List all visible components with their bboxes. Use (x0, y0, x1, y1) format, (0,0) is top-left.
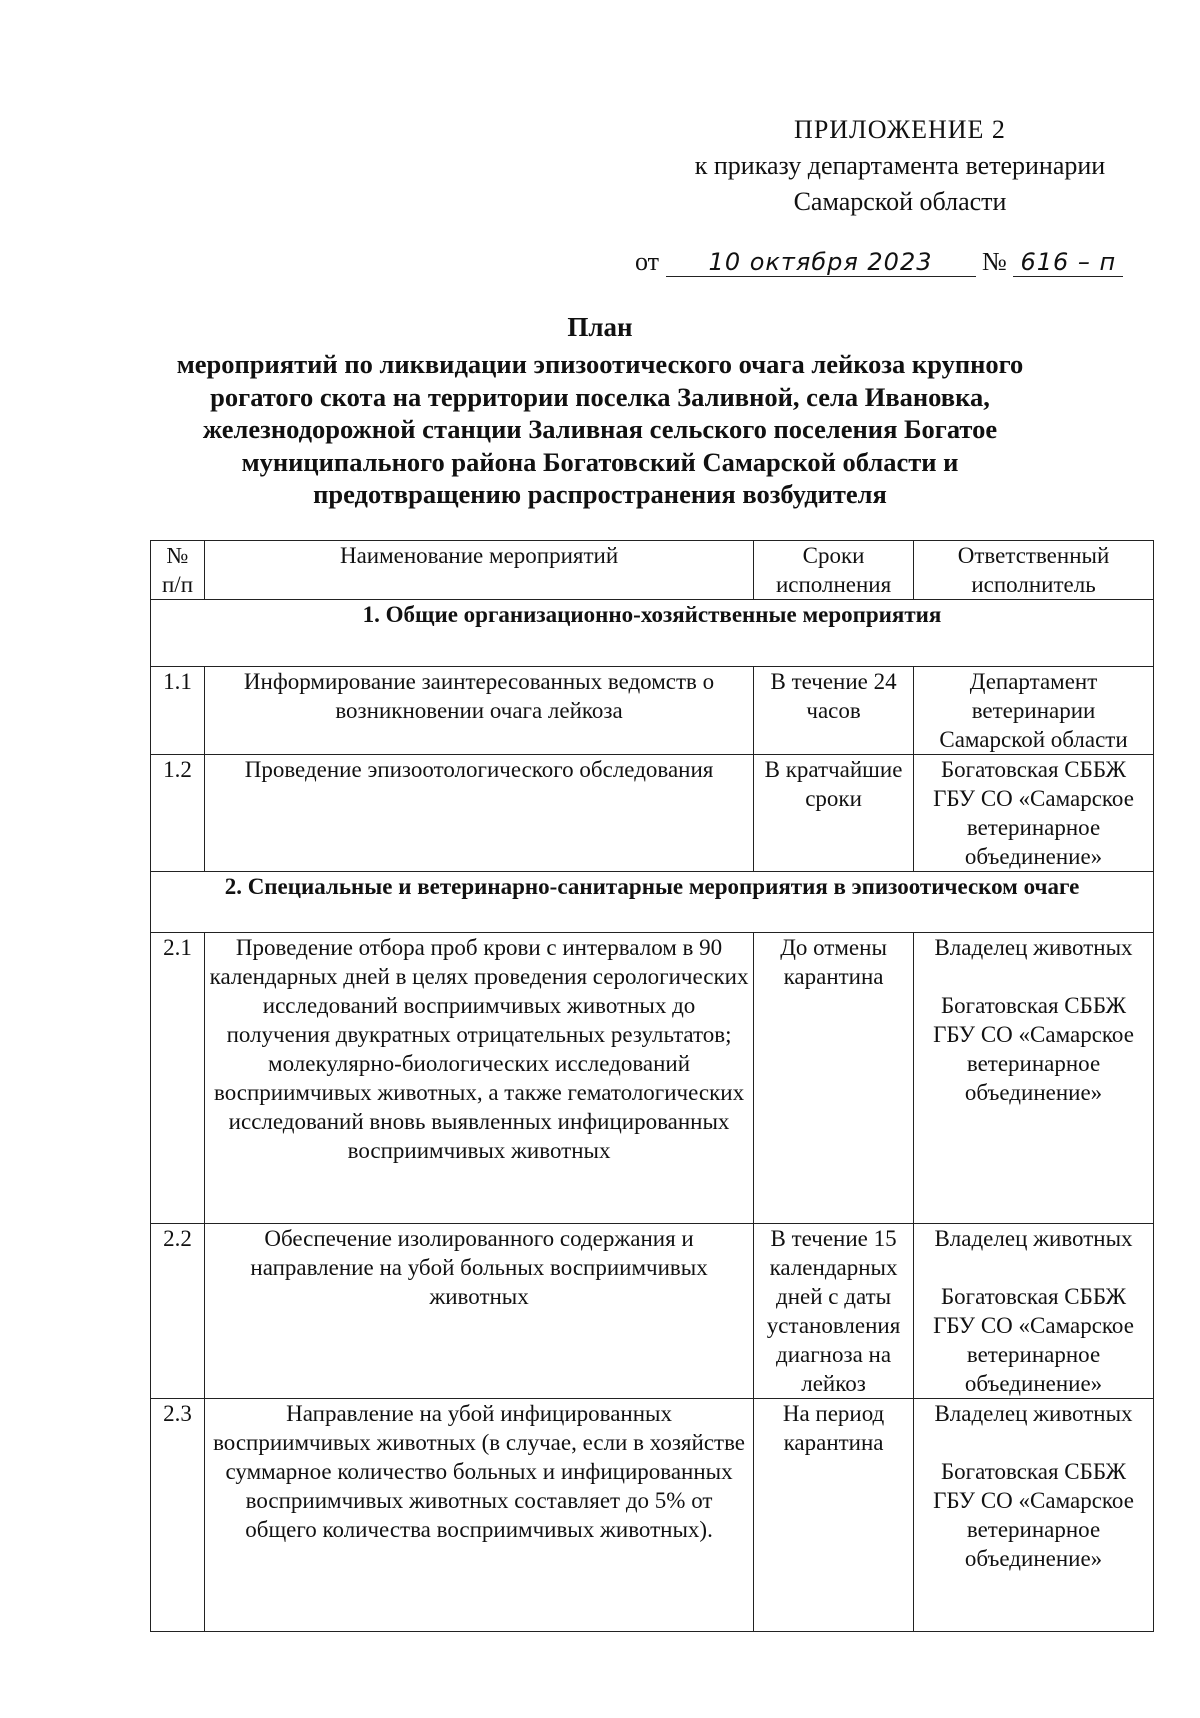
row-term: В течение 24 часов (754, 667, 914, 755)
header-responsible (914, 541, 1154, 600)
plan-table (150, 540, 1154, 1632)
order-number: 616 – п (1013, 248, 1123, 277)
row-term: На период карантина (754, 1399, 914, 1632)
header-resp-line2: исполнитель (971, 572, 1096, 597)
section-row-1 (151, 600, 1154, 667)
header-term (754, 541, 914, 600)
plan-subtitle: мероприятий по ликвидации эпизоотического очага лейкоза крупного рогатого скота на территории поселка Заливной, села Ивановка, железнодорожной станции Заливная сельского поселения Богатое муниципального района Богатовский Самарской области и предотвращению распространения возбудителя (176, 349, 1024, 509)
row-responsible (914, 1224, 1154, 1399)
order-number-label: № (982, 247, 1007, 276)
row-name: Проведение эпизоотологического обследования (205, 755, 754, 872)
row-owner: Владелец животных (934, 1226, 1133, 1251)
plan-title: План (567, 312, 633, 342)
section-row-2 (151, 872, 1154, 933)
row-name: Информирование заинтересованных ведомств о возникновении очага лейкоза (205, 667, 754, 755)
row-responsible: Богатовская СББЖ ГБУ СО «Самарское ветеринарное объединение» (914, 755, 1154, 872)
appendix-block (660, 112, 1140, 220)
header-name: Наименование мероприятий (205, 541, 754, 600)
order-date-number (635, 244, 1125, 280)
row-owner: Владелец животных (934, 1401, 1133, 1426)
row-number: 2.3 (151, 1399, 205, 1632)
row-name: Обеспечение изолированного содержания и направление на убой больных восприимчивых животных (205, 1224, 754, 1399)
row-org: Богатовская СББЖ ГБУ СО «Самарское ветеринарное объединение» (933, 1459, 1134, 1571)
row-number: 2.1 (151, 933, 205, 1224)
row-owner: Владелец животных (934, 935, 1133, 960)
header-resp-line1: Ответственный (957, 543, 1110, 568)
appendix-line-3: Самарской области (793, 187, 1007, 216)
appendix-line-2: к приказу департамента ветеринарии (694, 151, 1106, 180)
row-term: В течение 15 календарных дней с даты установления диагноза на лейкоз (754, 1224, 914, 1399)
order-prefix: от (635, 247, 660, 276)
row-org: Богатовская СББЖ ГБУ СО «Самарское ветеринарное объединение» (933, 993, 1134, 1105)
row-name: Проведение отбора проб крови с интервалом в 90 календарных дней в целях проведения серологических исследований восприимчивых животных до получения двукратных отрицательных результатов; молекулярно-биологических исследований восприимчивых животных, а также гематологических исследований вновь выявленных инфицированных восприимчивых животных (205, 933, 754, 1224)
row-term: До отмены карантина (754, 933, 914, 1224)
table-row (151, 1224, 1154, 1399)
table-header-row (151, 541, 1154, 600)
section-title-1: 1. Общие организационно-хозяйственные мероприятия (151, 600, 1154, 667)
header-number (151, 541, 205, 600)
appendix-title: ПРИЛОЖЕНИЕ 2 (794, 115, 1006, 144)
row-number: 1.1 (151, 667, 205, 755)
row-number: 2.2 (151, 1224, 205, 1399)
row-term: В кратчайшие сроки (754, 755, 914, 872)
order-date: 10 октября 2023 (666, 248, 976, 277)
row-name: Направление на убой инфицированных восприимчивых животных (в случае, если в хозяйстве суммарное количество больных и инфицированных восприимчивых животных составляет до 5% от общего количества восприимчивых животных). (205, 1399, 754, 1632)
header-term-line2: исполнения (775, 572, 892, 597)
table-row (151, 755, 1154, 872)
row-responsible (914, 933, 1154, 1224)
header-number-line1: № (166, 543, 189, 568)
table-row (151, 667, 1154, 755)
header-term-line1: Сроки (802, 543, 865, 568)
header-number-line2: п/п (162, 572, 194, 597)
table-row (151, 1399, 1154, 1632)
row-number: 1.2 (151, 755, 205, 872)
table-row (151, 933, 1154, 1224)
section-title-2: 2. Специальные и ветеринарно-санитарные мероприятия в эпизоотическом очаге (151, 872, 1154, 933)
row-org: Богатовская СББЖ ГБУ СО «Самарское ветеринарное объединение» (933, 1284, 1134, 1396)
row-responsible (914, 1399, 1154, 1632)
row-responsible: Департамент ветеринарии Самарской области (914, 667, 1154, 755)
